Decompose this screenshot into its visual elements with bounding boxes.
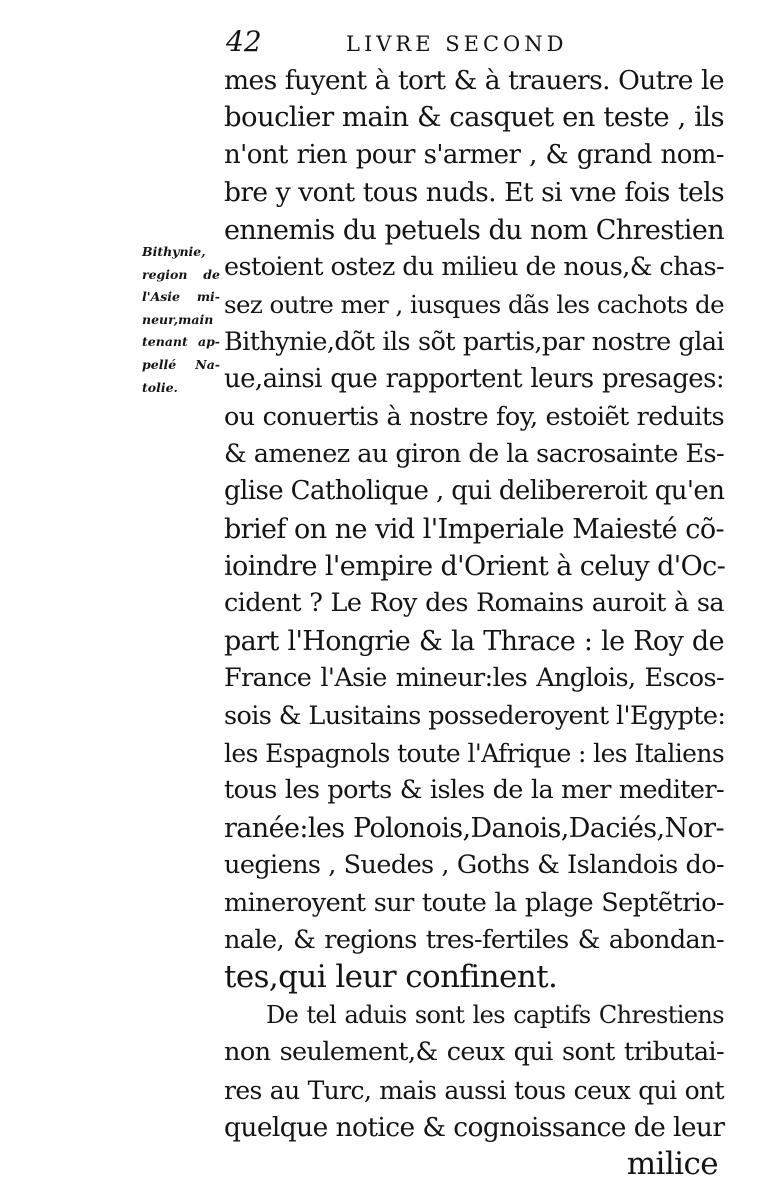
text-line: non seulement,& ceux qui sont tributai- xyxy=(224,1037,724,1068)
text-line: uegiens , Suedes , Goths & Islandois do- xyxy=(224,850,724,881)
text-line: bouclier main & casquet en teste , ils xyxy=(224,101,724,134)
text-line: bre y vont tous nuds. Et si vne fois tels xyxy=(224,177,724,209)
catchword: milice xyxy=(626,1146,718,1183)
text-line: ennemis du petuels du nom Chrestien xyxy=(224,214,724,246)
text-line: n'ont rien pour s'armer , & grand nom- xyxy=(224,139,724,170)
text-line: & amenez au giron de la sacrosainte Es- xyxy=(224,438,724,469)
text-line: res au Turc, mais aussi tous ceux qui ont xyxy=(224,1075,724,1105)
text-line: Bithynie,dõt ils sõt partis,par nostre glai xyxy=(224,326,724,357)
text-line: mes fuyent à tort & à trauers. Outre le xyxy=(224,65,724,96)
text-line: tous les ports & isles de la mer mediter- xyxy=(224,775,724,806)
page-number: 42 xyxy=(226,25,262,58)
text-line: sez outre mer , iusques dãs les cachots de xyxy=(224,290,724,320)
marginal-note-line: tenant ap- xyxy=(142,334,220,350)
text-line: France l'Asie mineur:les Anglois, Escos- xyxy=(224,663,724,694)
text-line: estoient ostez du milieu de nous,& chas- xyxy=(224,251,724,282)
text-line: tes,qui leur confinent. xyxy=(224,959,558,996)
text-line: brief on ne vid l'Imperiale Maiesté cõ- xyxy=(224,513,724,545)
text-line: ioindre l'empire d'Orient à celuy d'Oc- xyxy=(224,551,726,583)
marginal-note-line: tolie. xyxy=(142,379,178,395)
text-line: glise Catholique , qui delibereroit qu'en xyxy=(224,476,725,507)
marginal-note xyxy=(142,241,220,399)
marginal-note-line: l'Asie mi- xyxy=(142,289,220,305)
text-line: mineroyent sur toute la plage Septẽtrio- xyxy=(224,887,724,918)
text-line: ou conuertis à nostre foy, estoiẽt reduits xyxy=(224,401,724,432)
text-line: les Espagnols toute l'Afrique : les Italiens xyxy=(224,739,725,769)
marginal-note-line: pellé Na- xyxy=(142,356,220,372)
text-line: sois & Lusitains possederoyent l'Egypte: xyxy=(224,700,726,731)
text-line: ue,ainsi que rapportent leurs presages: xyxy=(224,364,724,395)
text-line: De tel aduis sont les captifs Chrestiens xyxy=(266,1000,724,1029)
running-title: LIVRE SECOND xyxy=(346,32,568,56)
marginal-note-line: region de xyxy=(142,266,220,282)
text-line: quelque notice & cognoissance de leur xyxy=(224,1111,725,1143)
marginal-note-line: neur,main xyxy=(142,311,214,327)
text-line: ranée:les Polonois,Danois,Daciés,Nor- xyxy=(224,812,724,844)
text-line: cident ? Le Roy des Romains auroit à sa xyxy=(224,588,724,619)
text-line: part l'Hongrie & la Thrace : le Roy de xyxy=(224,625,724,657)
body-text xyxy=(224,62,724,1184)
marginal-note-line: Bithynie, xyxy=(142,244,206,259)
text-line: nale, & regions tres-fertiles & abondan- xyxy=(224,924,724,955)
